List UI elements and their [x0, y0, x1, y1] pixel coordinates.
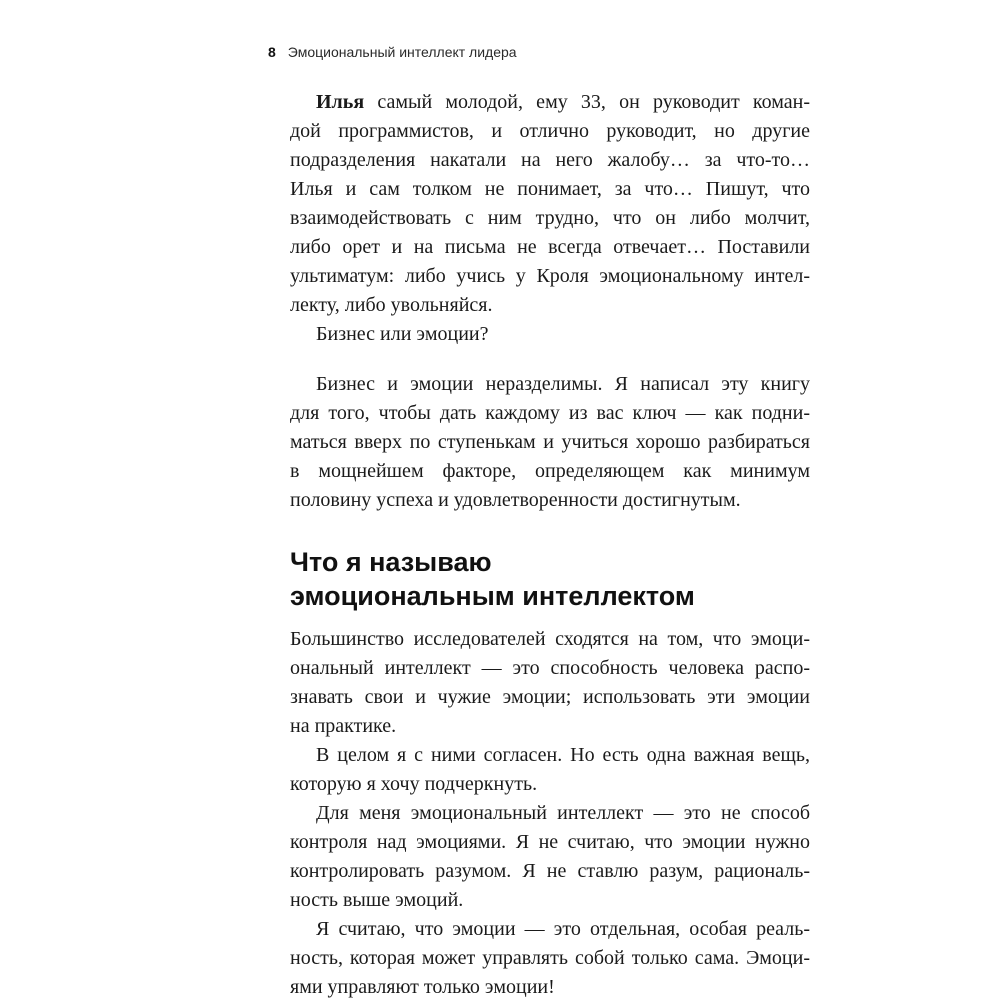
text-line: контролировать разумом. Я не ставлю разум, рациональ- [290, 860, 810, 882]
text-line: контроля над эмоциями. Я не считаю, что эмоции нужно [290, 831, 810, 853]
page-number: 8 [268, 44, 276, 60]
paragraph-definition [290, 625, 810, 741]
text-line [290, 88, 810, 117]
running-title: Эмоциональный интеллект лидера [287, 44, 517, 60]
text-line: дой программистов, и отлично руководит, но другие [290, 120, 810, 142]
text-line: Для меня эмоциональный интеллект — это не способ [316, 802, 810, 824]
text-line: Я считаю, что эмоции — это отдельная, особая реаль- [316, 918, 810, 940]
text-line: ность, которая может управлять собой только сама. Эмоци- [290, 947, 810, 969]
section-heading [290, 545, 810, 613]
section-heading-line: Что я называю [290, 547, 492, 577]
text-line: В целом я с ними согласен. Но есть одна важная вещь, [316, 744, 810, 766]
text-line-content: самый молодой, ему 33, он руководит коман- [364, 91, 810, 113]
text-line: Бизнес и эмоции неразделимы. Я написал эту книгу [316, 373, 810, 395]
text-line: ультиматум: либо учись у Кроля эмоциональному интел- [290, 265, 810, 287]
text-line: на практике. [290, 715, 397, 737]
text-line: подразделения накатали на него жалобу… за что-то… [290, 149, 810, 171]
text-line: маться вверх по ступенькам и учиться хорошо разбираться [290, 431, 810, 453]
text-line: Илья и сам толком не понимает, за что… Пишут, что [290, 178, 810, 200]
text-column [290, 88, 810, 1002]
text-line: либо орет и на письма не всегда отвечает… Поставили [290, 236, 810, 258]
paragraph-control [290, 799, 810, 915]
text-line: половину успеха и удовлетворенности достигнутым. [290, 489, 741, 511]
character-name: Илья [316, 91, 365, 113]
text-line: в мощнейшем факторе, определяющем как минимум [290, 460, 810, 482]
paragraph-business-emotions [290, 370, 810, 515]
paragraph-ilya [290, 88, 810, 320]
text-line: ность выше эмоций. [290, 889, 464, 911]
text-line: ями управляют только эмоции! [290, 976, 555, 998]
paragraph-gap [290, 349, 810, 370]
text-line: Большинство исследователей сходятся на том, что эмоци- [290, 628, 810, 650]
text-line: знавать свои и чужие эмоции; использовать эти эмоции [290, 686, 810, 708]
paragraph-agreement [290, 741, 810, 799]
text-line: лекту, либо увольняйся. [290, 294, 493, 316]
running-head [268, 44, 517, 60]
paragraph-reality [290, 915, 810, 1002]
text-line: ональный интеллект — это способность человека распо- [290, 657, 810, 679]
text-line: для того, чтобы дать каждому из вас ключ — как подни- [290, 402, 810, 424]
question-line: Бизнес или эмоции? [316, 323, 489, 345]
section-heading-line: эмоциональным интеллектом [290, 581, 695, 611]
text-line: которую я хочу подчеркнуть. [290, 773, 538, 795]
text-line: взаимодействовать с ним трудно, что он либо молчит, [290, 207, 810, 229]
